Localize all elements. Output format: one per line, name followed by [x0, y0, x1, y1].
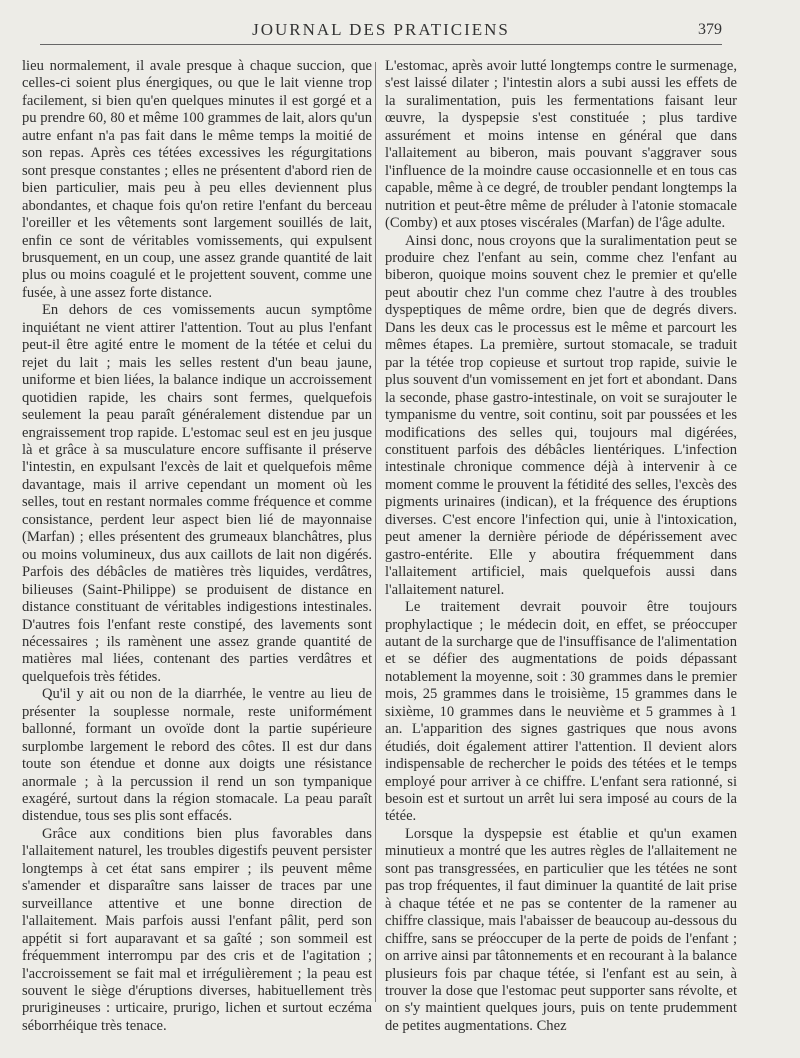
column-divider	[375, 62, 376, 1002]
journal-title: JOURNAL DES PRATICIENS	[252, 20, 510, 39]
paragraph: Qu'il y ait ou non de la diarrhée, le ventre au lieu de présenter la souplesse normale, reste uniformément ballonné, formant un ovoïde dont la partie supérieure surplombe largement le rebord des côtes. Il est dur dans toute son étendue et donne aux doigts une résistance anormale ; à la percussion il rend un son tympanique exagéré, surtout dans la région stomacale. La peau paraît distendue, tous ses plis sont effacés.	[22, 686, 372, 825]
paragraph: En dehors de ces vomissements aucun symptôme inquiétant ne vient attirer l'attention. Tout au plus l'enfant peut-il être agité entre le moment de la tétée et celui du rejet du lait ; mais les selles restent d'un beau jaune, uniforme et bien liées, la balance indique un accroissement quotidien rapide, les chairs sont fermes, quelquefois seulement la peau paraît généralement distendue par un engraissement trop rapide. L'estomac seul est en jeu jusque là et grâce à sa musculature encore suffisante il préserve l'intestin, en expulsant l'excès de lait et quelquefois même davantage, mais il arrive cependant un moment où les selles, tout en restant normales comme fréquence et comme consistance, perdent leur aspect bien lié de mayonnaise (Marfan) ; elles présentent des grumeaux blanchâtres, plus ou moins volumineux, dus aux caillots de lait non digérés. Parfois des débâcles de matières très liquides, verdâtres, bilieuses (Saint-Philippe) se produisent de distance en distance constituant de véritables indigestions intestinales. D'autres fois l'enfant reste constipé, des lavements sont nécessaires ; ils ramènent une assez grande quantité de matières mal liées, contenant des parties verdâtres et quelquefois très fétides.	[22, 302, 372, 685]
left-column	[22, 58, 372, 1034]
running-header	[40, 14, 722, 45]
paragraph: L'estomac, après avoir lutté longtemps contre le surmenage, s'est laissé dilater ; l'intestin alors a subi aussi les effets de la suralimentation, puis les fermentations faisant leur œuvre, la dyspepsie s'est constituée ; plus tardive assurément et moins intense en général que dans l'allaitement au biberon, mais pouvant s'aggraver sous l'influence de la moindre cause occasionnelle et en tous cas capable, même à ce degré, de troubler pendant longtemps la nutrition et peut-être même de préluder à l'atonie stomacale (Comby) et aux ptoses viscérales (Marfan) de l'âge adulte.	[385, 58, 737, 232]
right-column	[385, 58, 737, 1034]
paragraph: Ainsi donc, nous croyons que la suralimentation peut se produire chez l'enfant au sein, comme chez l'enfant au biberon, quoique moins souvent chez le premier et qu'elle peut aboutir chez l'un comme chez l'autre à des troubles dyspeptiques de même ordre, bien que de degrés divers. Dans les deux cas le processus est le même et parcourt les mêmes étapes. La première, surtout stomacale, se traduit par la tétée trop copieuse et surtout trop rapide, suivie le plus souvent d'un vomissement en jet fort et abondant. Dans la seconde, phase gastro-intestinale, on voit se surajouter le tympanisme du ventre, soit continu, soit par poussées et les modifications des selles qui, toujours mal digérées, constituent parfois des débâcles lientériques. L'infection intestinale chronique commence déjà à intervenir à ce moment comme le prouvent la fétidité des selles, l'excès des pigments urinaires (indican), et la fréquence des éruptions diverses. C'est encore l'infection qui, unie à l'intoxication, peut amener la dernière période de dépérissement avec gastro-entérite. Elle y aboutira fréquemment dans l'allaitement artificiel, mais quelquefois aussi dans l'allaitement naturel.	[385, 232, 737, 598]
paragraph: lieu normalement, il avale presque à chaque succion, que celles-ci soient plus énergiques, ou que le lait vienne trop facilement, si bien qu'en quelques minutes il est gorgé et a pu prendre 60, 80 et même 100 grammes de lait, alors qu'un autre enfant n'a pas fait dans le même temps la moitié de son repas. Après ces tétées excessives les régurgitations sont presque constantes ; elles ne présentent d'abord rien de bien particulier, mais peu à peu elles deviennent plus abondantes, et chaque fois qu'on retire l'enfant du berceau l'oreiller et les vêtements sont largement souillés de lait, enfin ce sont de véritables vomissements, qui expulsent brusquement, en un coup, une assez grande quantité de lait plus ou moins coagulé et le projettent souvent, comme une fusée, à une assez forte distance.	[22, 58, 372, 301]
paragraph: Lorsque la dyspepsie est établie et qu'un examen minutieux a montré que les autres règles de l'allaitement ne sont pas transgressées, en particulier que les tétées ne sont pas trop fréquentes, il faut diminuer la quantité de lait prise à chaque tétée et ne pas se contenter de la ramener au chiffre classique, mais l'abaisser de beaucoup au-dessous du chiffre, sans se préoccuper de la perte de poids de l'enfant ; on arrive ainsi par tâtonnements et en recourant à la balance plusieurs fois par chaque tétée, si l'enfant est au sein, à trouver la dose que l'estomac peut supporter sans révolte, et on s'y maintient quelques jours, puis on tente prudemment de petites augmentations. Chez	[385, 825, 737, 1034]
page-number: 379	[698, 21, 722, 38]
paragraph: Le traitement devrait pouvoir être toujours prophylactique ; le médecin doit, en effet, se préoccuper autant de la surcharge que de l'insuffisance de l'alimentation et se défier des augmentations de poids dépassant notablement la moyenne, soit : 30 grammes dans le premier mois, 25 grammes dans le troisième, 15 grammes dans le sixième, 10 grammes dans le neuvième et 5 grammes à 1 an. L'apparition des signes gastriques que nous avons étudiés, doit également attirer l'attention. Il devient alors indispensable de rechercher le poids des tétées et le temps employé pour arriver à ce chiffre. L'enfant sera rationné, si besoin est et surtout un arrêt lui sera imposé au cours de la tétée.	[385, 599, 737, 825]
paragraph: Grâce aux conditions bien plus favorables dans l'allaitement naturel, les troubles digestifs peuvent persister longtemps à cet état sans empirer ; ils peuvent même s'amender et disparaître sans laisser de traces par une surveillance attentive et une bonne direction de l'allaitement. Mais parfois aussi l'enfant pâlit, perd son appétit si fort auparavant et sa gaîté ; son sommeil est fréquemment interrompu par des cris et de l'agitation ; l'accroissement se fait mal et irrégulièrement ; la peau est souvent le siège d'éruptions diverses, habituellement très prurigineuses : urticaire, prurigo, lichen et surtout eczéma séborrhéique très tenace.	[22, 825, 372, 1034]
